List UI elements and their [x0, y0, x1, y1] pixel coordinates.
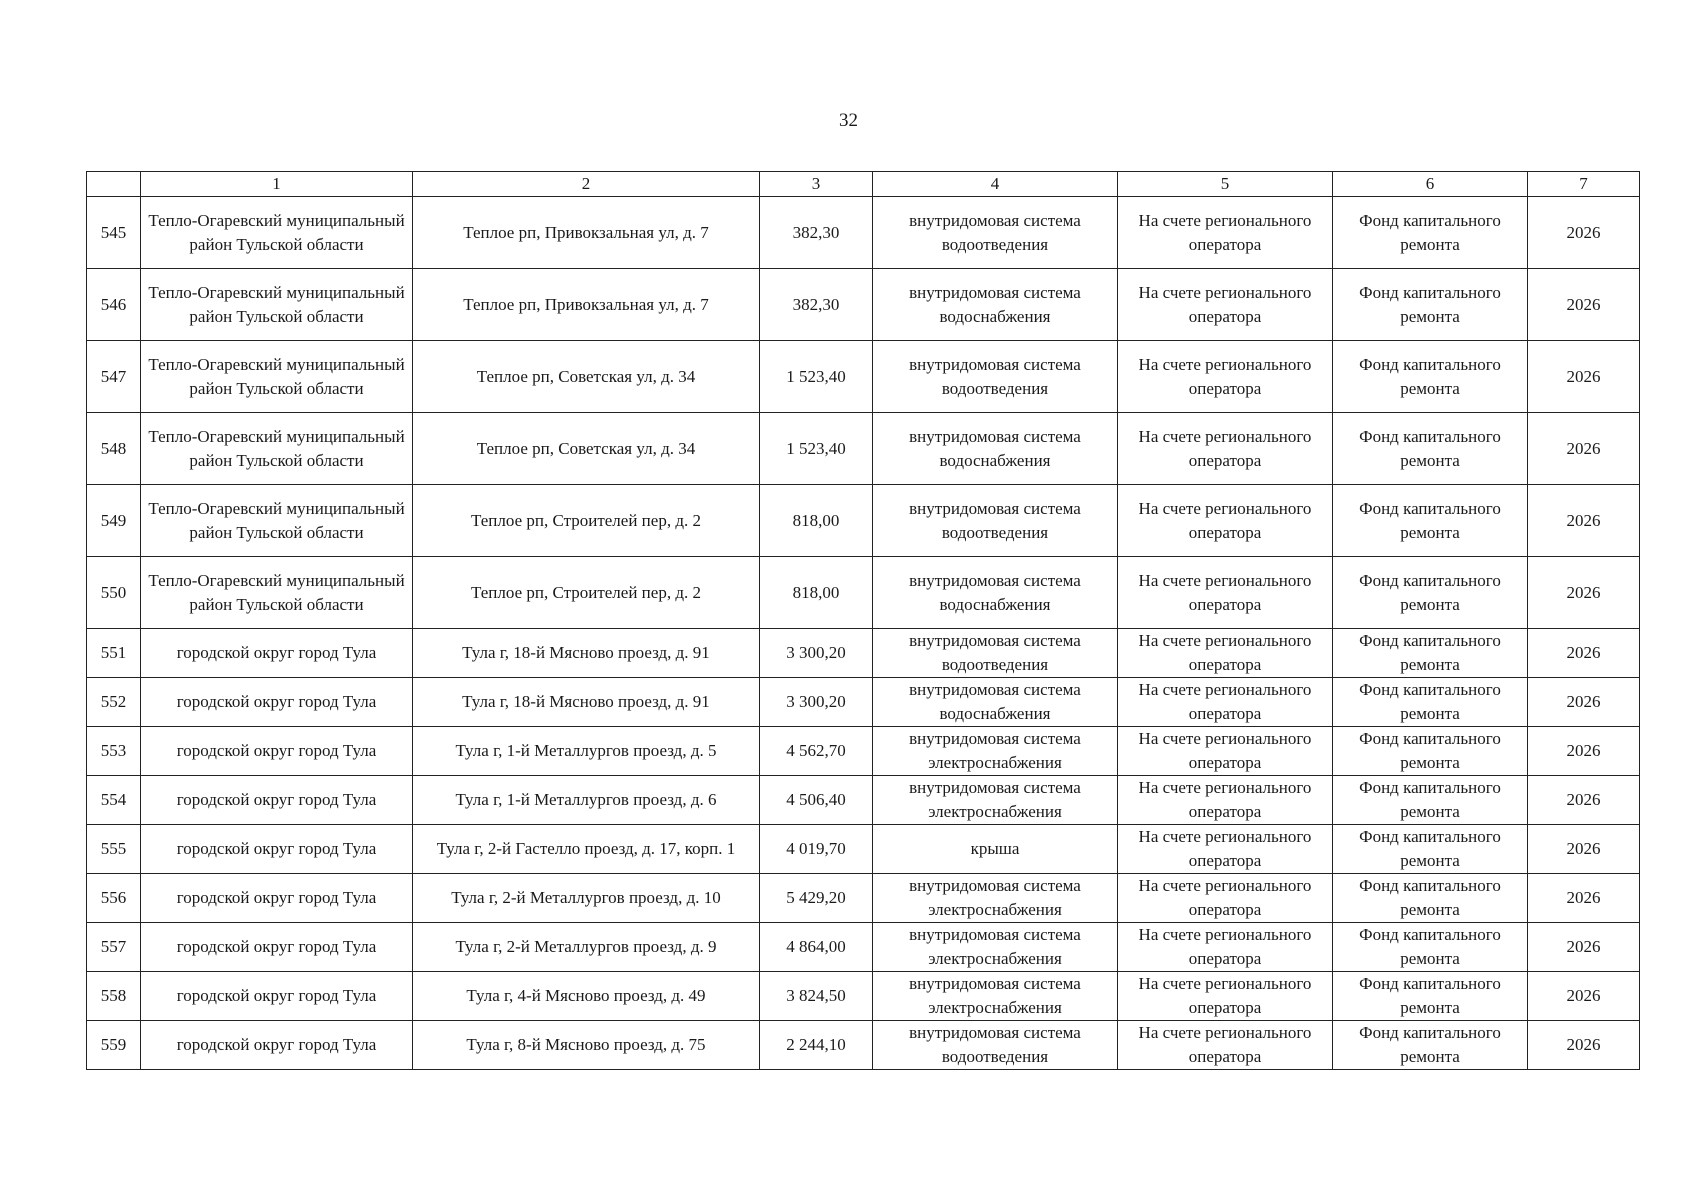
- funding-source-cell: Фонд капитального ремонта: [1333, 972, 1528, 1021]
- municipality-cell: городской округ город Тула: [141, 825, 413, 874]
- row-number-cell: 549: [87, 485, 141, 557]
- work-type-cell: внутридомовая система электроснабжения: [873, 874, 1118, 923]
- row-number-cell: 553: [87, 727, 141, 776]
- funding-source-cell: Фонд капитального ремонта: [1333, 557, 1528, 629]
- year-cell: 2026: [1528, 269, 1640, 341]
- table-row: [87, 485, 1640, 557]
- funding-source-cell: Фонд капитального ремонта: [1333, 678, 1528, 727]
- area-cell: 1 523,40: [760, 413, 873, 485]
- row-number-cell: 551: [87, 629, 141, 678]
- row-number-cell: 558: [87, 972, 141, 1021]
- column-header: 4: [873, 172, 1118, 197]
- funding-source-cell: Фонд капитального ремонта: [1333, 413, 1528, 485]
- account-cell: На счете регионального оператора: [1118, 874, 1333, 923]
- row-number-cell: 547: [87, 341, 141, 413]
- year-cell: 2026: [1528, 678, 1640, 727]
- funding-source-cell: Фонд капитального ремонта: [1333, 269, 1528, 341]
- column-header: 2: [413, 172, 760, 197]
- column-header: [87, 172, 141, 197]
- row-number-cell: 548: [87, 413, 141, 485]
- funding-source-cell: Фонд капитального ремонта: [1333, 629, 1528, 678]
- column-header: 3: [760, 172, 873, 197]
- municipality-cell: городской округ город Тула: [141, 629, 413, 678]
- row-number-cell: 550: [87, 557, 141, 629]
- year-cell: 2026: [1528, 776, 1640, 825]
- funding-source-cell: Фонд капитального ремонта: [1333, 727, 1528, 776]
- municipality-cell: Тепло-Огаревский муниципальный район Тульской области: [141, 413, 413, 485]
- area-cell: 1 523,40: [760, 341, 873, 413]
- address-cell: Теплое рп, Привокзальная ул, д. 7: [413, 197, 760, 269]
- work-type-cell: внутридомовая система водоотведения: [873, 197, 1118, 269]
- work-type-cell: внутридомовая система водоотведения: [873, 341, 1118, 413]
- column-header: 1: [141, 172, 413, 197]
- work-type-cell: внутридомовая система водоснабжения: [873, 557, 1118, 629]
- address-cell: Тула г, 1-й Металлургов проезд, д. 5: [413, 727, 760, 776]
- table-row: [87, 923, 1640, 972]
- row-number-cell: 546: [87, 269, 141, 341]
- table-row: [87, 874, 1640, 923]
- work-type-cell: внутридомовая система электроснабжения: [873, 972, 1118, 1021]
- address-cell: Тула г, 2-й Металлургов проезд, д. 9: [413, 923, 760, 972]
- work-type-cell: внутридомовая система водоснабжения: [873, 269, 1118, 341]
- funding-source-cell: Фонд капитального ремонта: [1333, 874, 1528, 923]
- address-cell: Тула г, 4-й Мясново проезд, д. 49: [413, 972, 760, 1021]
- row-number-cell: 556: [87, 874, 141, 923]
- municipality-cell: городской округ город Тула: [141, 678, 413, 727]
- table-row: [87, 678, 1640, 727]
- work-type-cell: внутридомовая система электроснабжения: [873, 727, 1118, 776]
- area-cell: 3 300,20: [760, 678, 873, 727]
- area-cell: 4 019,70: [760, 825, 873, 874]
- work-type-cell: внутридомовая система электроснабжения: [873, 776, 1118, 825]
- year-cell: 2026: [1528, 727, 1640, 776]
- year-cell: 2026: [1528, 923, 1640, 972]
- table-row: [87, 269, 1640, 341]
- account-cell: На счете регионального оператора: [1118, 485, 1333, 557]
- year-cell: 2026: [1528, 341, 1640, 413]
- row-number-cell: 554: [87, 776, 141, 825]
- year-cell: 2026: [1528, 557, 1640, 629]
- funding-source-cell: Фонд капитального ремонта: [1333, 825, 1528, 874]
- table-row: [87, 825, 1640, 874]
- funding-source-cell: Фонд капитального ремонта: [1333, 485, 1528, 557]
- municipality-cell: городской округ город Тула: [141, 1021, 413, 1070]
- municipality-cell: Тепло-Огаревский муниципальный район Тульской области: [141, 197, 413, 269]
- area-cell: 818,00: [760, 557, 873, 629]
- column-header: 6: [1333, 172, 1528, 197]
- account-cell: На счете регионального оператора: [1118, 776, 1333, 825]
- year-cell: 2026: [1528, 413, 1640, 485]
- address-cell: Теплое рп, Советская ул, д. 34: [413, 413, 760, 485]
- account-cell: На счете регионального оператора: [1118, 197, 1333, 269]
- municipality-cell: городской округ город Тула: [141, 923, 413, 972]
- column-header: 5: [1118, 172, 1333, 197]
- year-cell: 2026: [1528, 629, 1640, 678]
- column-header: 7: [1528, 172, 1640, 197]
- work-type-cell: внутридомовая система электроснабжения: [873, 923, 1118, 972]
- municipality-cell: городской округ город Тула: [141, 776, 413, 825]
- page-number: 32: [839, 110, 858, 131]
- account-cell: На счете регионального оператора: [1118, 923, 1333, 972]
- municipality-cell: городской округ город Тула: [141, 727, 413, 776]
- row-number-cell: 559: [87, 1021, 141, 1070]
- year-cell: 2026: [1528, 874, 1640, 923]
- capital-repair-table: [86, 171, 1640, 1070]
- year-cell: 2026: [1528, 1021, 1640, 1070]
- address-cell: Теплое рп, Строителей пер, д. 2: [413, 485, 760, 557]
- municipality-cell: городской округ город Тула: [141, 874, 413, 923]
- funding-source-cell: Фонд капитального ремонта: [1333, 923, 1528, 972]
- area-cell: 4 864,00: [760, 923, 873, 972]
- table-row: [87, 1021, 1640, 1070]
- municipality-cell: Тепло-Огаревский муниципальный район Тульской области: [141, 485, 413, 557]
- address-cell: Тула г, 2-й Металлургов проезд, д. 10: [413, 874, 760, 923]
- table-row: [87, 972, 1640, 1021]
- row-number-cell: 552: [87, 678, 141, 727]
- table-row: [87, 557, 1640, 629]
- account-cell: На счете регионального оператора: [1118, 557, 1333, 629]
- municipality-cell: Тепло-Огаревский муниципальный район Тульской области: [141, 269, 413, 341]
- area-cell: 5 429,20: [760, 874, 873, 923]
- address-cell: Тула г, 18-й Мясново проезд, д. 91: [413, 629, 760, 678]
- work-type-cell: внутридомовая система водоотведения: [873, 1021, 1118, 1070]
- table-body: [87, 197, 1640, 1070]
- table-row: [87, 197, 1640, 269]
- table-header-row: [87, 172, 1640, 197]
- address-cell: Теплое рп, Строителей пер, д. 2: [413, 557, 760, 629]
- municipality-cell: Тепло-Огаревский муниципальный район Тульской области: [141, 557, 413, 629]
- table-row: [87, 629, 1640, 678]
- funding-source-cell: Фонд капитального ремонта: [1333, 1021, 1528, 1070]
- account-cell: На счете регионального оператора: [1118, 629, 1333, 678]
- year-cell: 2026: [1528, 485, 1640, 557]
- table-row: [87, 727, 1640, 776]
- municipality-cell: Тепло-Огаревский муниципальный район Тульской области: [141, 341, 413, 413]
- year-cell: 2026: [1528, 197, 1640, 269]
- funding-source-cell: Фонд капитального ремонта: [1333, 341, 1528, 413]
- table-row: [87, 776, 1640, 825]
- address-cell: Тула г, 18-й Мясново проезд, д. 91: [413, 678, 760, 727]
- work-type-cell: внутридомовая система водоотведения: [873, 629, 1118, 678]
- address-cell: Тула г, 1-й Металлургов проезд, д. 6: [413, 776, 760, 825]
- account-cell: На счете регионального оператора: [1118, 1021, 1333, 1070]
- address-cell: Теплое рп, Советская ул, д. 34: [413, 341, 760, 413]
- area-cell: 382,30: [760, 197, 873, 269]
- account-cell: На счете регионального оператора: [1118, 678, 1333, 727]
- area-cell: 4 562,70: [760, 727, 873, 776]
- year-cell: 2026: [1528, 825, 1640, 874]
- work-type-cell: внутридомовая система водоснабжения: [873, 413, 1118, 485]
- account-cell: На счете регионального оператора: [1118, 269, 1333, 341]
- area-cell: 382,30: [760, 269, 873, 341]
- area-cell: 3 824,50: [760, 972, 873, 1021]
- year-cell: 2026: [1528, 972, 1640, 1021]
- account-cell: На счете регионального оператора: [1118, 341, 1333, 413]
- row-number-cell: 545: [87, 197, 141, 269]
- account-cell: На счете регионального оператора: [1118, 825, 1333, 874]
- address-cell: Тула г, 8-й Мясново проезд, д. 75: [413, 1021, 760, 1070]
- row-number-cell: 555: [87, 825, 141, 874]
- account-cell: На счете регионального оператора: [1118, 413, 1333, 485]
- area-cell: 818,00: [760, 485, 873, 557]
- municipality-cell: городской округ город Тула: [141, 972, 413, 1021]
- area-cell: 3 300,20: [760, 629, 873, 678]
- work-type-cell: внутридомовая система водоснабжения: [873, 678, 1118, 727]
- table-row: [87, 341, 1640, 413]
- address-cell: Теплое рп, Привокзальная ул, д. 7: [413, 269, 760, 341]
- row-number-cell: 557: [87, 923, 141, 972]
- area-cell: 4 506,40: [760, 776, 873, 825]
- address-cell: Тула г, 2-й Гастелло проезд, д. 17, корп. 1: [413, 825, 760, 874]
- account-cell: На счете регионального оператора: [1118, 972, 1333, 1021]
- work-type-cell: крыша: [873, 825, 1118, 874]
- work-type-cell: внутридомовая система водоотведения: [873, 485, 1118, 557]
- funding-source-cell: Фонд капитального ремонта: [1333, 776, 1528, 825]
- account-cell: На счете регионального оператора: [1118, 727, 1333, 776]
- table-row: [87, 413, 1640, 485]
- funding-source-cell: Фонд капитального ремонта: [1333, 197, 1528, 269]
- area-cell: 2 244,10: [760, 1021, 873, 1070]
